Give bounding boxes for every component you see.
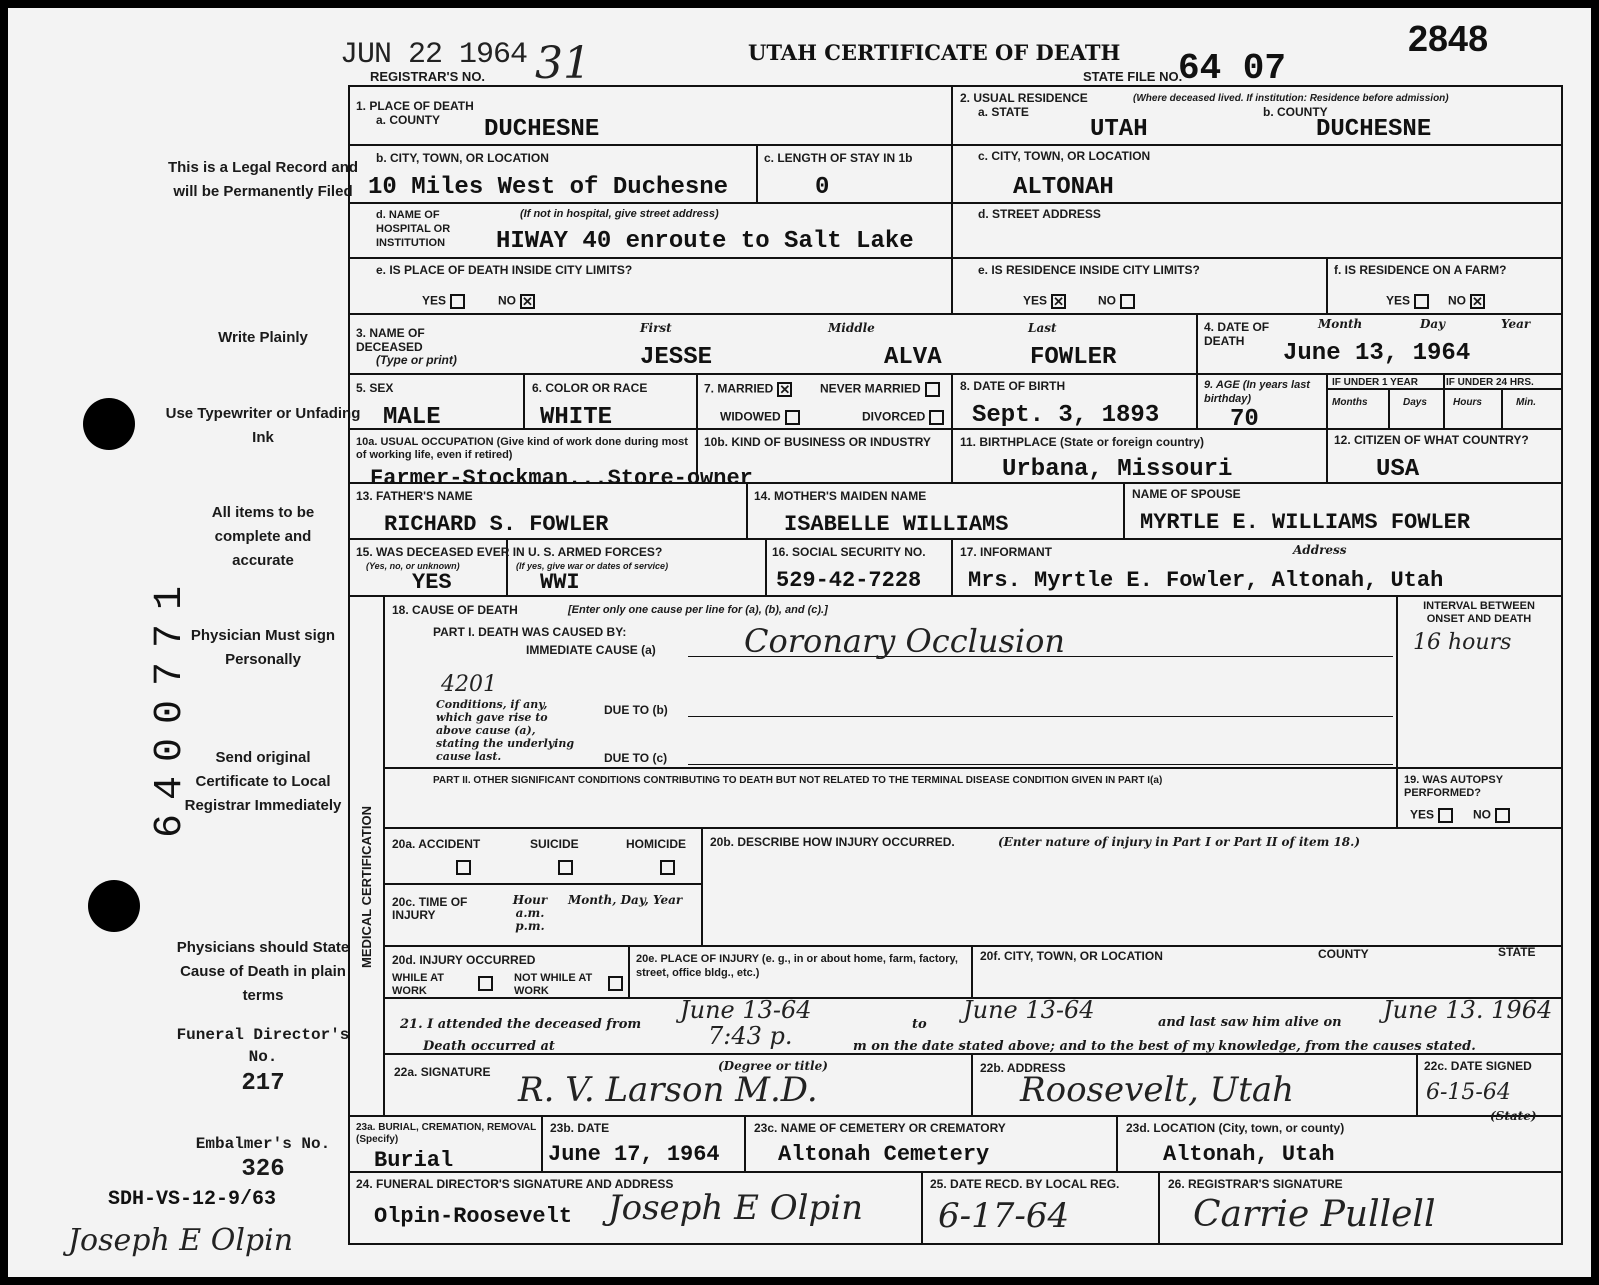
form-number: SDH-VS-12-9/63: [108, 1188, 277, 1211]
business-label: 10b. KIND OF BUSINESS OR INDUSTRY: [704, 435, 931, 449]
spouse-name: MYRTLE E. WILLIAMS FOWLER: [1140, 510, 1471, 535]
cause-note: [Enter only one cause per line for (a), (b), and (c).]: [568, 604, 828, 616]
days-label: Days: [1403, 397, 1427, 408]
residence-inside-yes: YES ✕: [1023, 294, 1066, 309]
never-married-checkbox[interactable]: [925, 382, 940, 397]
embalmer-no: 326: [241, 1156, 285, 1183]
hours-label: Hours: [1453, 397, 1482, 408]
degree-label: (Degree or title): [718, 1059, 828, 1073]
mother-label: 14. MOTHER'S MAIDEN NAME: [754, 489, 927, 503]
death-certificate: [8, 8, 1591, 1277]
death-city-label: b. CITY, TOWN, OR LOCATION: [376, 151, 549, 165]
divorced-checkbox[interactable]: [929, 410, 944, 425]
residence-county: DUCHESNE: [1316, 116, 1432, 143]
usual-residence-label: 2. USUAL RESIDENCE: [960, 91, 1088, 105]
hospital-label: d. NAME OF HOSPITAL OR INSTITUTION: [376, 209, 451, 249]
autopsy-yes-checkbox[interactable]: [1438, 808, 1453, 823]
burial-location: Altonah, Utah: [1163, 1142, 1335, 1167]
sex-label: 5. SEX: [356, 381, 394, 395]
spouse-label: NAME OF SPOUSE: [1132, 487, 1241, 501]
suicide-checkbox[interactable]: [558, 860, 573, 875]
funeral-director-label: Funeral Director's No.: [176, 1026, 350, 1066]
funeral-director-signature: Joseph E Olpin: [608, 1188, 864, 1228]
residence-inside-limits-label: e. IS RESIDENCE INSIDE CITY LIMITS?: [978, 263, 1200, 277]
place-of-injury-label: 20e. PLACE OF INJURY (e. g., in or about home, farm, factory, street, office bldg., etc.): [636, 953, 958, 979]
disposition: Burial: [374, 1148, 454, 1173]
farm-no: NO ✕: [1448, 294, 1485, 309]
occurred-at-label: Death occurred at: [423, 1039, 555, 1054]
residence-county-label: b. COUNTY: [1263, 105, 1328, 119]
race-label: 6. COLOR OR RACE: [532, 381, 648, 395]
not-at-work-checkbox[interactable]: [608, 976, 623, 991]
residence-inside-no-checkbox[interactable]: [1120, 294, 1135, 309]
funeral-director: Olpin-Roosevelt: [374, 1204, 573, 1229]
complete-note: All items to be complete and accurate: [211, 504, 315, 569]
deceased-name-note: (Type or print): [376, 353, 457, 367]
attended-from: June 13-64: [680, 996, 812, 1024]
married-option: 7. MARRIED ✕: [704, 382, 792, 397]
widowed-option: WIDOWED: [720, 410, 800, 425]
burial-date-label: 23b. DATE: [550, 1121, 610, 1135]
months-label: Months: [1332, 397, 1368, 408]
residence-city: ALTONAH: [1013, 174, 1114, 201]
physician-note: Physician Must sign Personally: [190, 627, 336, 668]
death-inside-yes-checkbox[interactable]: [450, 294, 465, 309]
birth-date: Sept. 3, 1893: [972, 402, 1160, 429]
autopsy-label: 19. WAS AUTOPSY PERFORMED?: [1404, 774, 1503, 799]
death-county-label: a. COUNTY: [376, 113, 441, 127]
physician-address-label: 22b. ADDRESS: [980, 1061, 1066, 1075]
registrar-signature-label: 26. REGISTRAR'S SIGNATURE: [1168, 1177, 1343, 1191]
date-signed-label: 22c. DATE SIGNED: [1424, 1059, 1532, 1073]
under-1-year-label: IF UNDER 1 YEAR: [1332, 377, 1418, 388]
war-service: WWI: [540, 570, 580, 595]
date-received-label: 25. DATE RECD. BY LOCAL REG.: [930, 1177, 1120, 1191]
under-24-hrs-label: IF UNDER 24 HRS.: [1446, 377, 1534, 388]
physician-signature: R. V. Larson M.D.: [518, 1070, 818, 1110]
father-label: 13. FATHER'S NAME: [356, 489, 473, 503]
informant-label: 17. INFORMANT: [960, 545, 1053, 559]
date-received: 6-17-64: [938, 1196, 1070, 1236]
last-label: Last: [1028, 321, 1057, 335]
embalmer-label: Embalmer's No.: [195, 1135, 331, 1153]
citizen-label: 12. CITIZEN OF WHAT COUNTRY?: [1334, 433, 1529, 447]
vertical-serial-number: 6400771: [148, 571, 193, 838]
length-of-stay-label: c. LENGTH OF STAY IN 1b: [764, 151, 913, 165]
married-checkbox[interactable]: ✕: [777, 382, 792, 397]
war-note: (If yes, give war or dates of service): [516, 561, 669, 571]
minutes-label: Min.: [1516, 397, 1536, 408]
street-address-label: d. STREET ADDRESS: [978, 207, 1101, 221]
residence-inside-no: NO: [1098, 294, 1135, 309]
farm-yes: YES: [1386, 294, 1429, 309]
write-plainly-note: Write Plainly: [218, 329, 308, 346]
middle-label: Middle: [828, 321, 875, 335]
death-inside-no-checkbox[interactable]: ✕: [520, 294, 535, 309]
age-label: 9. AGE (In years last birthday): [1204, 379, 1310, 405]
attended-label: 21. I attended the deceased from: [400, 1017, 642, 1032]
armed-forces: YES: [412, 570, 452, 595]
homicide-label: HOMICIDE: [626, 837, 686, 851]
month-label: Month: [1318, 317, 1363, 331]
due-to-c-label: DUE TO (c): [604, 751, 668, 765]
typewriter-note: Use Typewriter or Unfading Ink: [165, 405, 361, 446]
cause-terms-note: Physicians should State Cause of Death in plain terms: [176, 939, 350, 1004]
document-title: UTAH CERTIFICATE OF DEATH: [748, 40, 1121, 65]
place-of-death-label: 1. PLACE OF DEATH: [356, 99, 474, 113]
homicide-checkbox[interactable]: [660, 860, 675, 875]
funeral-director-no: 217: [241, 1070, 285, 1097]
armed-forces-note: (Yes, no, or unknown): [366, 561, 460, 571]
physician-address: Roosevelt, Utah: [1020, 1070, 1295, 1110]
hospital-name: HIWAY 40 enroute to Salt Lake: [496, 228, 914, 255]
burial-location-label: 23d. LOCATION (City, town, or county): [1126, 1121, 1345, 1135]
death-county: DUCHESNE: [484, 116, 600, 143]
injury-city-label: 20f. CITY, TOWN, OR LOCATION: [980, 949, 1163, 963]
ssn-label: 16. SOCIAL SECURITY NO.: [772, 545, 926, 559]
injury-how-note: (Enter nature of injury in Part I or Part II of item 18.): [998, 835, 1361, 849]
farm-label: f. IS RESIDENCE ON A FARM?: [1334, 263, 1507, 277]
accident-label: 20a. ACCIDENT: [392, 837, 481, 851]
attended-to: June 13-64: [963, 996, 1095, 1024]
send-original-note: Send original Certificate to Local Registrar Immediately: [184, 749, 342, 814]
injury-occurred-label: 20d. INJURY OCCURRED: [392, 953, 536, 967]
date-signed: 6-15-64: [1426, 1080, 1511, 1105]
farm-no-checkbox[interactable]: ✕: [1470, 294, 1485, 309]
death-inside-yes: YES: [422, 294, 465, 309]
legal-record-note: This is a Legal Record and will be Permanently Filed: [167, 159, 359, 200]
month-day-year-label: Month, Day, Year: [568, 893, 683, 907]
occupation: Farmer-Stockman...Store-owner: [370, 466, 753, 491]
state-file-label: STATE FILE NO.: [1083, 69, 1183, 84]
date-of-death-label: 4. DATE OF DEATH: [1204, 320, 1270, 348]
armed-forces-label: 15. WAS DECEASED EVER IN U. S. ARMED FORCES?: [356, 545, 663, 559]
occupation-label: 10a. USUAL OCCUPATION (Give kind of work done during most of working life, even if retired): [356, 436, 688, 461]
race: WHITE: [540, 404, 613, 431]
residence-state: UTAH: [1090, 116, 1148, 143]
suicide-label: SUICIDE: [530, 837, 579, 851]
time-of-injury-label: 20c. TIME OF INJURY: [392, 895, 468, 922]
cause-of-death-label: 18. CAUSE OF DEATH: [392, 603, 518, 617]
hospital-note: (If not in hospital, give street address): [520, 208, 719, 220]
interval-label: INTERVAL BETWEEN ONSET AND DEATH: [1423, 600, 1535, 625]
registrar-no: 31: [535, 38, 591, 89]
birthplace: Urbana, Missouri: [1002, 456, 1233, 483]
deceased-name-label: 3. NAME OF DECEASED: [356, 326, 425, 354]
icd-code: 4201: [441, 672, 497, 697]
day-label: Day: [1420, 317, 1446, 331]
residence-city-label: c. CITY, TOWN, OR LOCATION: [978, 149, 1151, 163]
last-saw-label: and last saw him alive on: [1158, 1015, 1342, 1030]
signature-label: 22a. SIGNATURE: [394, 1065, 491, 1079]
mother-name: ISABELLE WILLIAMS: [784, 512, 1009, 537]
corner-number: 2848: [1408, 18, 1489, 59]
death-inside-no: NO ✕: [498, 294, 535, 309]
informant: Mrs. Myrtle E. Fowler, Altonah, Utah: [968, 568, 1444, 593]
conditions-note: Conditions, if any, which gave rise to above cause (a), stating the underlying cause last.: [436, 698, 575, 763]
part-1-label: PART I. DEATH WAS CAUSED BY:: [433, 625, 627, 639]
immediate-cause: Coronary Occlusion: [744, 622, 1065, 660]
date-of-death: June 13, 1964: [1283, 340, 1471, 367]
burial-state-label: (State): [1490, 1109, 1537, 1123]
cemetery: Altonah Cemetery: [778, 1142, 990, 1167]
punch-hole-bottom: [88, 880, 140, 932]
immediate-cause-label: IMMEDIATE CAUSE (a): [526, 643, 656, 657]
length-of-stay: 0: [815, 174, 830, 201]
injury-county-label: COUNTY: [1318, 947, 1369, 961]
first-name: JESSE: [640, 344, 713, 371]
to-label: to: [912, 1017, 927, 1032]
birth-date-label: 8. DATE OF BIRTH: [960, 379, 1066, 393]
last-name: FOWLER: [1030, 344, 1117, 371]
hour-label: Hour a.m. p.m.: [512, 893, 548, 933]
occurred-statement: m on the date stated above; and to the best of my knowledge, from the causes stated.: [853, 1039, 1476, 1054]
divorced-option: DIVORCED: [862, 410, 944, 425]
state-file-no: 64 07: [1178, 48, 1287, 89]
injury-how-label: 20b. DESCRIBE HOW INJURY OCCURRED.: [710, 835, 955, 849]
accident-checkbox[interactable]: [456, 860, 471, 875]
residence-note: (Where deceased lived. If institution: Residence before admission): [1133, 93, 1449, 104]
age: 70: [1230, 406, 1259, 433]
sex: MALE: [383, 404, 441, 431]
last-saw-date: June 13. 1964: [1383, 996, 1553, 1024]
due-to-b-label: DUE TO (b): [604, 703, 668, 717]
autopsy-no-checkbox[interactable]: [1495, 808, 1510, 823]
death-city: 10 Miles West of Duchesne: [368, 174, 729, 201]
never-married-option: NEVER MARRIED: [820, 382, 940, 397]
death-inside-limits-label: e. IS PLACE OF DEATH INSIDE CITY LIMITS?: [376, 263, 633, 277]
occurred-at-time: 7:43 p.: [708, 1022, 793, 1050]
while-at-work-label: WHILE AT WORK: [392, 972, 444, 997]
registrar-signature: Carrie Pullell: [1193, 1194, 1436, 1235]
citizen: USA: [1376, 456, 1420, 483]
middle-name: ALVA: [884, 344, 942, 371]
informant-address-label: Address: [1293, 543, 1347, 557]
cemetery-label: 23c. NAME OF CEMETERY OR CREMATORY: [754, 1121, 1006, 1135]
while-at-work-checkbox[interactable]: [478, 976, 493, 991]
father-name: RICHARD S. FOWLER: [384, 512, 609, 537]
birthplace-label: 11. BIRTHPLACE (State or foreign country): [960, 435, 1205, 449]
residence-state-label: a. STATE: [978, 105, 1029, 119]
widowed-checkbox[interactable]: [785, 410, 800, 425]
bottom-signature: Joseph E Olpin: [68, 1223, 294, 1258]
punch-hole-top: [83, 398, 135, 450]
autopsy-yes: YES: [1410, 808, 1453, 823]
medical-certification-label: MEDICAL CERTIFICATION: [359, 805, 374, 968]
funeral-director-signature-label: 24. FUNERAL DIRECTOR'S SIGNATURE AND ADDRESS: [356, 1177, 674, 1191]
farm-yes-checkbox[interactable]: [1414, 294, 1429, 309]
first-label: First: [640, 321, 672, 335]
disposition-label: 23a. BURIAL, CREMATION, REMOVAL (Specify): [356, 1122, 537, 1145]
year-label: Year: [1501, 317, 1531, 331]
not-at-work-label: NOT WHILE AT WORK: [514, 972, 593, 997]
residence-inside-yes-checkbox[interactable]: ✕: [1051, 294, 1066, 309]
injury-state-label: STATE: [1498, 945, 1536, 959]
received-stamp-date: JUN 22 1964: [340, 38, 528, 72]
ssn: 529-42-7228: [776, 568, 922, 593]
registrar-no-label: REGISTRAR'S NO.: [370, 69, 486, 84]
autopsy-no: NO: [1473, 808, 1510, 823]
burial-date: June 17, 1964: [548, 1142, 720, 1167]
part-2-label: PART II. OTHER SIGNIFICANT CONDITIONS CONTRIBUTING TO DEATH BUT NOT RELATED TO THE TERMINAL DISEASE CONDITION GIVEN IN PART I(a): [433, 775, 1163, 786]
interval: 16 hours: [1413, 630, 1512, 655]
